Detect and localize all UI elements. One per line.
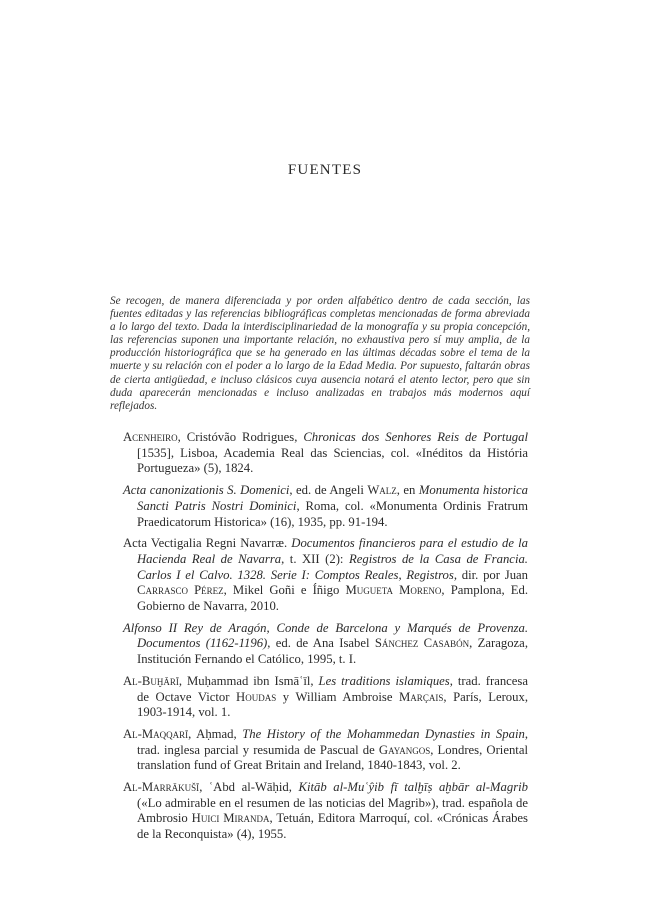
work-title: Kitāb al-Muʿŷib fī talḫīṣ aḫbār al-Magrib [298, 780, 528, 795]
editor-name: Carrasco Pérez [137, 583, 224, 598]
reference-list [123, 430, 528, 849]
work-title: The History of the Mohammedan Dynasties in Spain [242, 726, 525, 741]
editor-name: Houdas [236, 689, 277, 704]
author-name: Al-Buḫārī [123, 673, 179, 688]
work-title: Monumenta historica Sancti Patris Nostri Dominici [137, 483, 528, 513]
reference-entry: Alfonso II Rey de Aragón, Conde de Barcelona y Marqués de Provenza. Documentos (1162-1196), ed. de Ana Isabel Sánchez Casabón, Zaragoza, Institución Fernando el Católico, 1995, t. I. [123, 620, 528, 667]
intro-paragraph: Se recogen, de manera diferenciada y por orden alfabético dentro de cada sección, las fuentes editadas y las referencias bibliográficas completas mencionadas de forma abreviada a lo largo del texto. Dada la interdisciplinariedad de la monografía y su propia concepción, las referencias suponen una importante relación, no exhaustiva pero sí muy amplia, de la producción historiográfica que se ha generado en las últimas décadas sobre el tema de la muerte y su relación con el poder a lo largo de la Edad Media. Por supuesto, faltarán obras de cierta antigüedad, e incluso clásicos cuya ausencia notará el atento lector, pero que sin duda aparecerán mencionadas e incluso analizadas en trabajos más modernos aquí reflejados. [110, 295, 530, 412]
editor-name: Marçais [399, 689, 444, 704]
work-title: Les traditions islamiques [318, 673, 450, 688]
reference-entry: Al-Maqqarī, Aḥmad, The History of the Mohammedan Dynasties in Spain, trad. inglesa parcial y resumida de Pascual de Gayangos, Londres, Oriental translation fund of Great Britain and Ireland, 1840-1843, vol. 2. [123, 726, 528, 773]
reference-entry: Acta canonizationis S. Domenici, ed. de Angeli Walz, en Monumenta historica Sancti Patris Nostri Dominici, Roma, col. «Monumenta Ordinis Fratrum Praedicatorum Historica» (16), 1935, pp. 91-194. [123, 483, 528, 529]
work-title: Documentos financieros para el estudio de la Hacienda Real de Navarra [137, 536, 528, 566]
author-name: Acenheiro [123, 430, 178, 444]
editor-name: Gayangos [378, 742, 431, 757]
author-name: Al-Marrākušī [123, 780, 200, 795]
editor-name: Mugueta Moreno [345, 583, 442, 598]
reference-entry: Acta Vectigalia Regni Navarræ. Documentos financieros para el estudio de la Hacienda Real de Navarra, t. XII (2): Registros de la Casa de Francia. Carlos I el Calvo. 1328. Serie I: Comptos Reales, Registros, dir. por Juan Carrasco Pérez, Mikel Goñi e Íñigo Mugueta Moreno, Pamplona, Ed. Gobierno de Navarra, 2010. [123, 536, 529, 614]
work-title: Registros de la Casa de Francia. Carlos I el Calvo. 1328. Serie I: Comptos Reales, Registros, [137, 551, 528, 582]
editor-name: Sánchez Casabón [374, 636, 470, 651]
editor-name: Walz [367, 483, 397, 498]
reference-entry: Acenheiro, Cristóvão Rodrigues, Chronicas dos Senhores Reis de Portugal [1535], Lisboa, Academia Real das Sciencias, col. «Inéditos da História Portugueza» (5), 1824. [123, 430, 529, 476]
work-title: Chronicas dos Senhores Reis de Portugal [303, 430, 529, 444]
reference-entry: Al-Buḫārī, Muḥammad ibn Ismāʿīl, Les traditions islamiques, trad. francesa de Octave Victor Houdas y William Ambroise Marçais, París, Leroux, 1903-1914, vol. 1. [123, 673, 528, 720]
work-title: Alfonso II Rey de Aragón, Conde de Barcelona y Marqués de Provenza. Documentos (1162-1196) [123, 620, 528, 651]
work-title: Acta canonizationis S. Domenici [123, 483, 290, 498]
reference-entry: Al-Marrākušī, ʿAbd al-Wāḥid, Kitāb al-Muʿŷib fī talḫīṣ aḫbār al-Magrib («Lo admirable en el resumen de las noticias del Magrib»), trad. española de Ambrosio Huici Miranda, Tetuán, Editora Marroquí, col. «Crónicas Árabes de la Reconquista» (4), 1955. [123, 780, 528, 842]
author-name: Al-Maqqarī [123, 726, 189, 741]
page-title: FUENTES [287, 162, 363, 178]
editor-name: Huici Miranda [191, 811, 270, 826]
